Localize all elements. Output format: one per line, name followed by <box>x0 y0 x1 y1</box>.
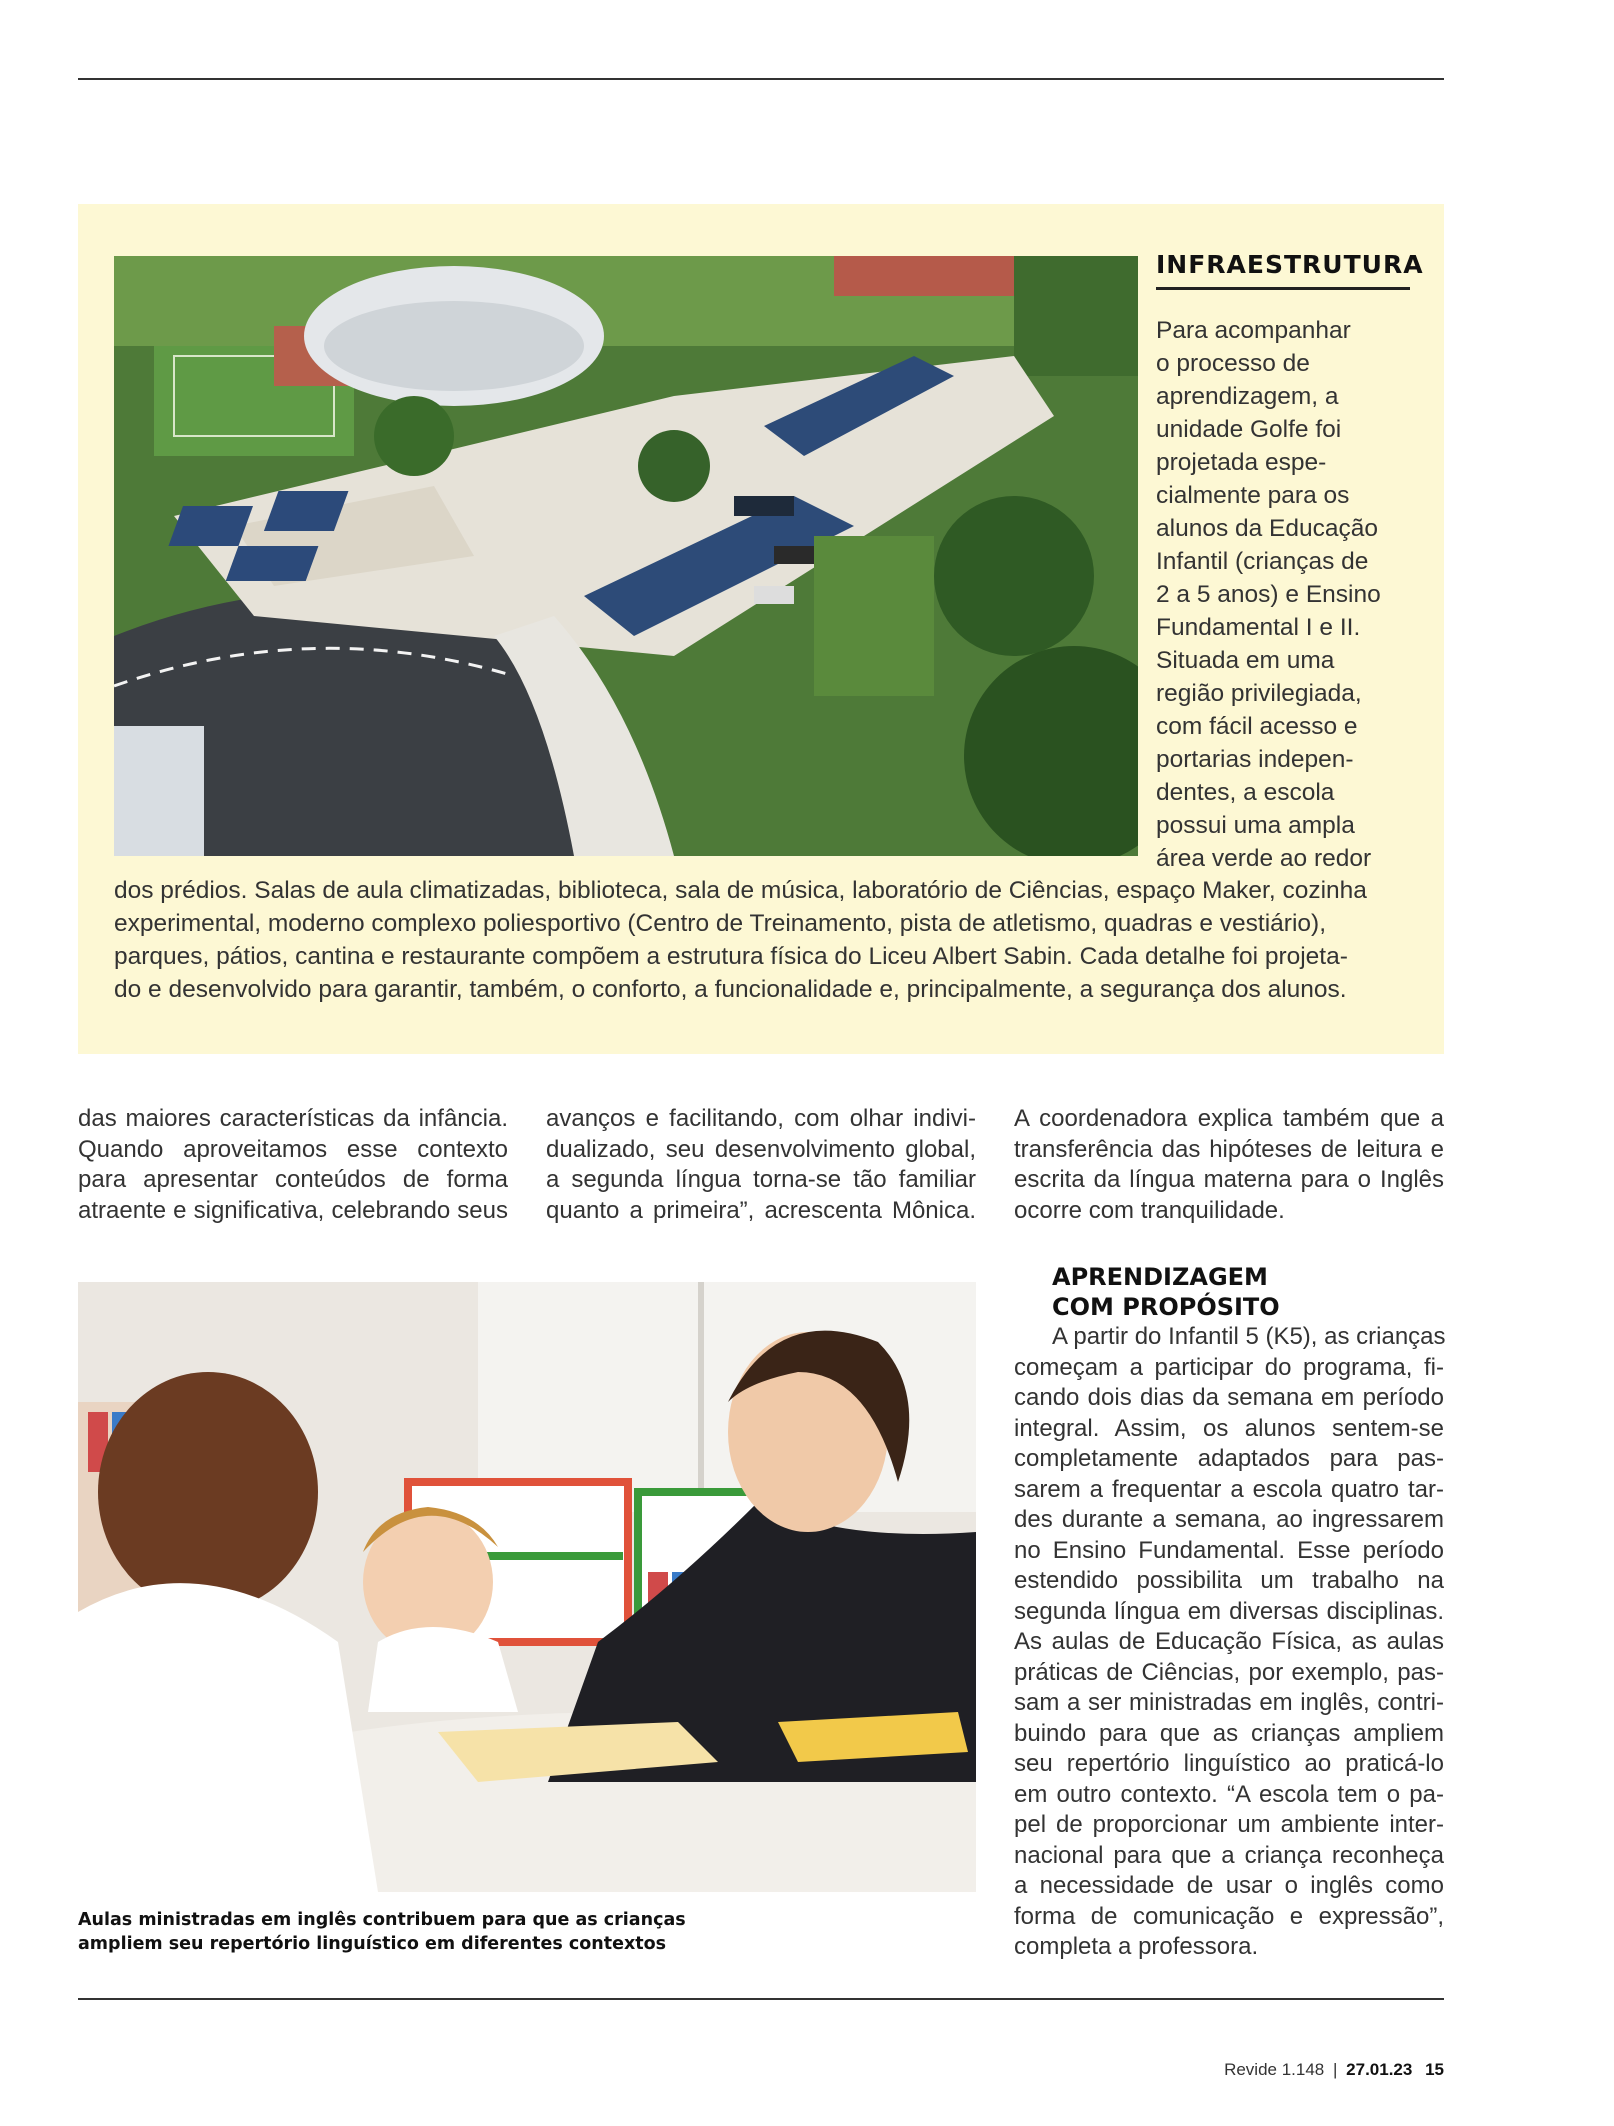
text-line: Infantil (crianças de <box>1156 548 1369 575</box>
text-line: forma de comunicação e expressão”, <box>1014 1902 1444 1930</box>
body-column-2 <box>546 1104 976 1226</box>
text-line: cialmente para os <box>1156 482 1350 509</box>
heading-line: APRENDIZAGEM <box>1052 1263 1268 1291</box>
text-line: experimental, moderno complexo poliesportivo (Centro de Treinamento, pista de atletismo, quadras e vestiário), <box>114 910 1326 937</box>
text-line: do e desenvolvido para garantir, também, o conforto, a funcionalidade e, principalmente, a segurança dos alunos. <box>114 976 1347 1003</box>
text-line: para apresentar conteúdos de forma <box>78 1166 508 1193</box>
text-line: parques, pátios, cantina e restaurante compõem a estrutura física do Liceu Albert Sabin. Cada detalhe foi projeta- <box>114 943 1348 970</box>
text-line: a segunda língua torna-se tão familiar <box>546 1166 976 1193</box>
text-line: possui uma ampla <box>1156 812 1355 839</box>
text-line: sam a ser ministradas em inglês, contri- <box>1014 1689 1444 1716</box>
text-line: dualizado, seu desenvolvimento global, <box>546 1135 976 1163</box>
text-line: ocorre com tranquilidade. <box>1014 1196 1285 1224</box>
text-line: área verde ao redor <box>1156 845 1372 872</box>
text-line: a necessidade de usar o inglês como <box>1014 1872 1444 1899</box>
photo-caption <box>78 1908 976 1956</box>
text-line: no Ensino Fundamental. Esse período <box>1014 1536 1444 1564</box>
text-line: Quando aproveitamos esse contexto <box>78 1135 508 1163</box>
text-line: transferência das hipóteses de leitura e <box>1014 1135 1444 1163</box>
text-line: completamente adaptados para pas- <box>1014 1445 1444 1472</box>
text-line: sarem a frequentar a escola quatro tar- <box>1014 1475 1444 1503</box>
text-line: buindo para que as crianças ampliem <box>1014 1719 1444 1747</box>
text-line: escrita da língua materna para o Inglês <box>1014 1166 1444 1193</box>
text-line: portarias indepen- <box>1156 746 1354 773</box>
infraestrutura-sidebar <box>78 204 1444 1054</box>
page-number: 15 <box>1425 2060 1444 2079</box>
text-line: alunos da Educação <box>1156 515 1379 542</box>
text-line: unidade Golfe foi <box>1156 416 1342 443</box>
text-line: região privilegiada, <box>1156 680 1362 707</box>
text-line: integral. Assim, os alunos sentem-se <box>1014 1414 1444 1442</box>
text-line: aprendizagem, a <box>1156 383 1339 410</box>
text-line: quanto a primeira”, acrescenta Mônica. <box>546 1196 976 1224</box>
text-line: avanços e facilitando, com olhar indivi- <box>546 1105 976 1132</box>
text-line: As aulas de Educação Física, as aulas <box>1014 1628 1444 1655</box>
text-line: A partir do Infantil 5 (K5), as crianças <box>1052 1323 1446 1350</box>
caption-line: Aulas ministradas em inglês contribuem para que as crianças <box>78 1910 686 1930</box>
text-line: completa a professora. <box>1014 1933 1259 1960</box>
text-line: estendido possibilita um trabalho na <box>1014 1567 1444 1594</box>
page-footer <box>1224 2060 1444 2080</box>
sidebar-column-text <box>1156 314 1410 875</box>
text-line: projetada espe- <box>1156 449 1327 476</box>
classroom-photo <box>78 1282 976 1892</box>
sidebar-heading: INFRAESTRUTURA <box>1156 250 1410 290</box>
text-line: dentes, a escola <box>1156 779 1335 806</box>
text-line: em outro contexto. “A escola tem o pa- <box>1014 1780 1444 1808</box>
text-line: 2 a 5 anos) e Ensino <box>1156 581 1381 608</box>
text-line: Situada em uma <box>1156 647 1335 674</box>
text-line: começam a participar do programa, fi- <box>1014 1353 1444 1381</box>
aerial-photo-school <box>114 256 1138 856</box>
text-line: pel de proporcionar um ambiente inter- <box>1014 1811 1444 1838</box>
text-line: dos prédios. Salas de aula climatizadas, biblioteca, sala de música, laboratório de Ciências, espaço Maker, cozinha <box>114 877 1367 904</box>
text-line: des durante a semana, ao ingressarem <box>1014 1506 1444 1533</box>
body-column-3 <box>1014 1104 1444 1226</box>
text-line: com fácil acesso e <box>1156 713 1358 740</box>
text-line: segunda língua em diversas disciplinas. <box>1014 1597 1444 1625</box>
heading-line: COM PROPÓSITO <box>1052 1293 1280 1321</box>
issue-date: 27.01.23 <box>1346 2060 1413 2079</box>
section-heading <box>1052 1262 1444 1322</box>
body-column-1 <box>78 1104 508 1226</box>
text-line: Fundamental I e II. <box>1156 614 1361 641</box>
text-line: cando dois dias da semana em período <box>1014 1384 1444 1411</box>
text-line: A coordenadora explica também que a <box>1014 1105 1444 1132</box>
publication-name: Revide 1.148 <box>1224 2060 1325 2079</box>
footer-separator: | <box>1333 2060 1338 2079</box>
text-line: Para acompanhar <box>1156 317 1351 344</box>
body-column-4 <box>1014 1322 1444 1963</box>
sidebar-full-width-text <box>114 874 1414 1006</box>
top-rule <box>78 78 1444 80</box>
text-line: nacional para que a criança reconheça <box>1014 1841 1444 1869</box>
text-line: atraente e significativa, celebrando seus <box>78 1196 508 1224</box>
text-line: seu repertório linguístico ao praticá-lo <box>1014 1750 1444 1777</box>
text-line: das maiores características da infância. <box>78 1105 508 1132</box>
text-line: o processo de <box>1156 350 1310 377</box>
text-line: práticas de Ciências, por exemplo, pas- <box>1014 1658 1444 1686</box>
bottom-rule <box>78 1998 1444 2000</box>
caption-line: ampliem seu repertório linguístico em diferentes contextos <box>78 1934 667 1954</box>
